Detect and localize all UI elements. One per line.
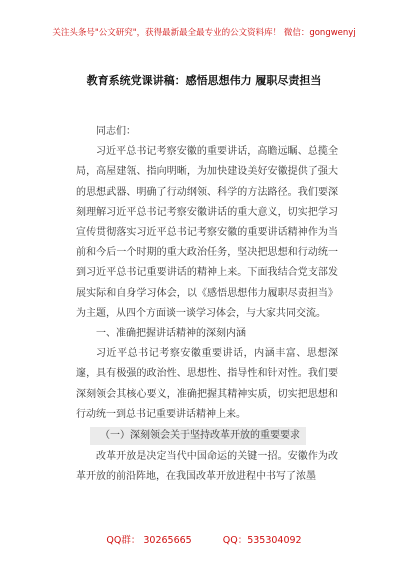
- subsection-heading: （一）深刻领会关于坚持改革开放的重要要求: [90, 427, 306, 445]
- paragraph: 习近平总书记考察安徽重要讲话，内涵丰富、思想深邃，具有极强的政治性、思想性、指导性和针对性。我们要深刻领会其核心要义，准确把握其精神实质，切实把思想和行动统一到总书记重要讲话精神上来。: [76, 348, 338, 420]
- footer-qq: QQ：535304092: [222, 535, 302, 546]
- header-banner: 关注头条号"公文研究"，获得最新最全最专业的公文资料库！ 微信：gongwenyj: [52, 28, 356, 38]
- salutation: 同志们：: [96, 126, 136, 137]
- document-title: 教育系统党课讲稿：感悟思想伟力 履职尽责担当: [86, 74, 322, 87]
- paragraph: 习近平总书记考察安徽的重要讲话，高瞻远瞩、总揽全局，高屋建瓴、指向明晰，为加快建设美好安徽提供了强大的思想武器、明确了行动纲领、科学的方法路径。我们要深刻理解习近平总书记考察安徽讲话的重大意义，切实把学习宣传贯彻落实习近平总书记考察安徽的重要讲话精神作为当前和今后一个时期的重大政治任务，坚决把思想和行动统一到习近平总书记重要讲话的精神上来。下面我结合党支部发展实际和自身学习体会，以《感悟思想伟力履职尽责担当》为主题，从四个方面谈一谈学习体会，与大家共同交流。: [76, 146, 338, 319]
- footer-qq-group: QQ群： 30265665: [106, 535, 192, 546]
- footer: [0, 532, 408, 546]
- paragraph: 改革开放是决定当代中国命运的关键一招。安徽作为改革开放的前沿阵地，在我国改革开放进程中书写了浓墨: [76, 451, 338, 483]
- document-body: [76, 122, 338, 487]
- section-heading: 一、准确把握讲话精神的深刻内涵: [96, 328, 246, 340]
